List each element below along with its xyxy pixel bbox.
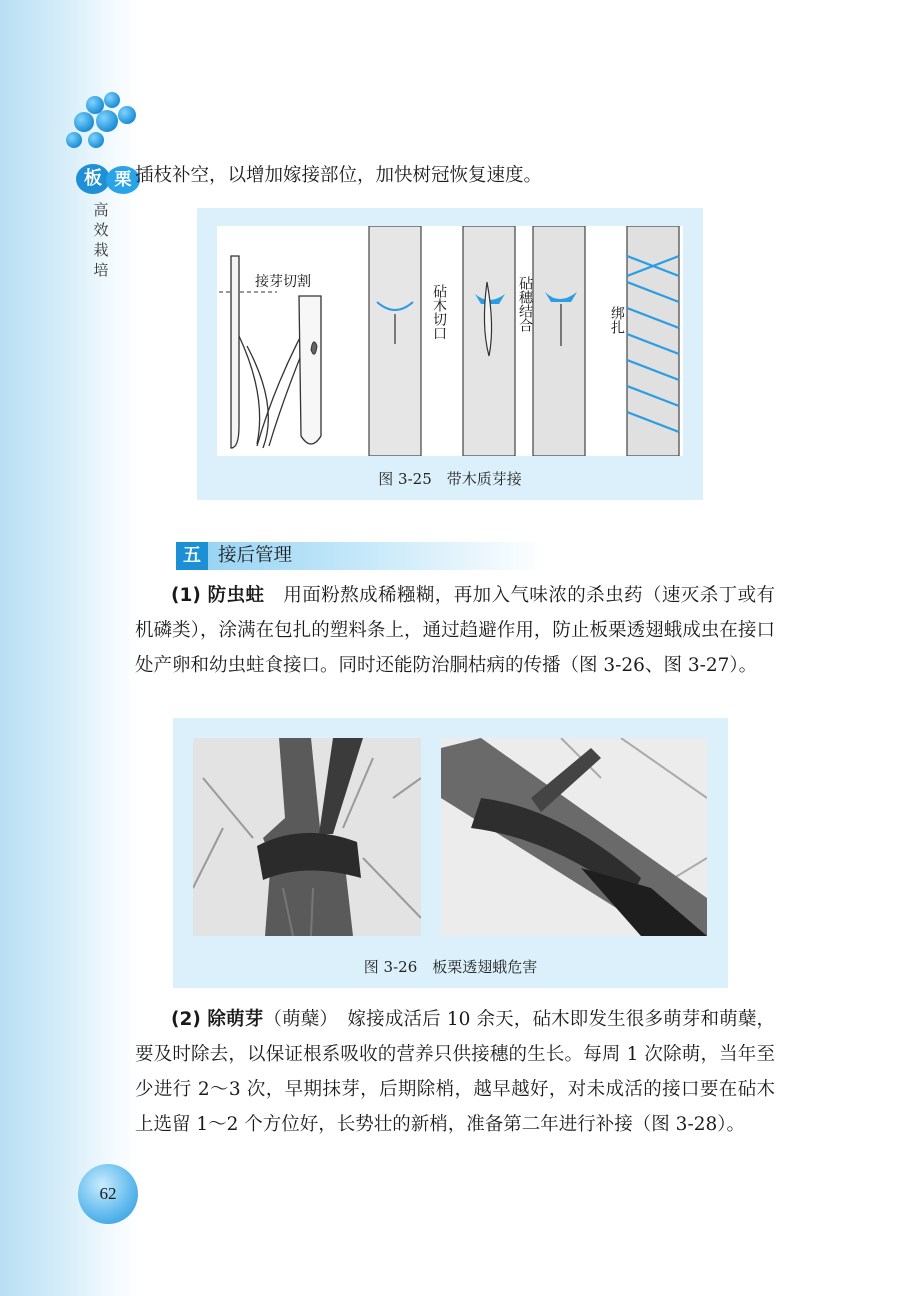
para1-lead: (1) 防虫蛀 xyxy=(171,585,265,606)
subtitle-char: 效 xyxy=(93,221,109,239)
logo-char-1: 板 xyxy=(76,164,110,194)
label-bud-cut: 接芽切割 xyxy=(255,274,311,290)
para1-text: 用面粉熬成稀糨糊，再加入气味浓的杀虫药（速灭杀丁或有机磷类），涂满在包扎的塑料条上，通过趋避作用，防止板栗透翅蛾成虫在接口处产卵和幼虫蛀食接口。同时还能防治胴枯病的传播（图 3-26、图 3-27）。 xyxy=(135,585,775,676)
section-title: 接后管理 xyxy=(218,545,293,566)
page-number-badge xyxy=(78,1164,138,1226)
label-union: 砧穗结合 xyxy=(517,276,533,332)
stock-cut-drawing xyxy=(369,226,421,456)
para2-lead: (2) 除萌芽 xyxy=(171,1009,264,1030)
para2-paren: （萌蘖） xyxy=(263,1009,329,1030)
figure-3-26 xyxy=(173,718,728,988)
label-stock-cut: 砧木切口 xyxy=(431,284,447,340)
para2-text: 嫁接成活后 10 余天，砧木即发生很多萌芽和萌蘖，要及时除去，以保证根系吸收的营养只供接穗的生长。每周 1 次除萌，当年至少进行 2～3 次，早期抹芽，后期除梢，越早越好，对未成活的接口要在砧木上选留 1～2 个方位好，长势壮的新梢，准备第二年进行补接（图 3-28）。 xyxy=(135,1009,775,1135)
photo-right-branch xyxy=(441,738,707,936)
subtitle-char: 培 xyxy=(93,261,109,279)
binding-drawing xyxy=(627,226,679,456)
figure-3-25-caption: 图 3-25 带木质芽接 xyxy=(378,470,522,488)
page-number: 62 xyxy=(99,1184,117,1203)
paragraph-pest-control xyxy=(135,578,775,683)
paragraph-remove-sprouts xyxy=(135,1002,775,1142)
figure-3-26-caption: 图 3-26 板栗透翅蛾危害 xyxy=(363,958,538,976)
graft-diagram-svg xyxy=(217,226,683,456)
figure-3-25 xyxy=(197,208,703,500)
label-binding: 绑扎 xyxy=(609,306,625,334)
photo-left-trunk xyxy=(193,738,421,936)
section-heading xyxy=(176,542,546,570)
section-number: 五 xyxy=(176,542,208,570)
blue-dots-decoration xyxy=(66,92,146,152)
subtitle-char: 栽 xyxy=(93,241,109,259)
subtitle-char: 高 xyxy=(93,201,109,219)
intro-paragraph: 插枝补空，以增加嫁接部位，加快树冠恢复速度。 xyxy=(135,165,543,186)
union-drawing xyxy=(463,226,585,456)
graft-illustration xyxy=(217,226,683,456)
book-subtitle xyxy=(90,200,112,280)
logo-char-2: 栗 xyxy=(106,166,140,194)
